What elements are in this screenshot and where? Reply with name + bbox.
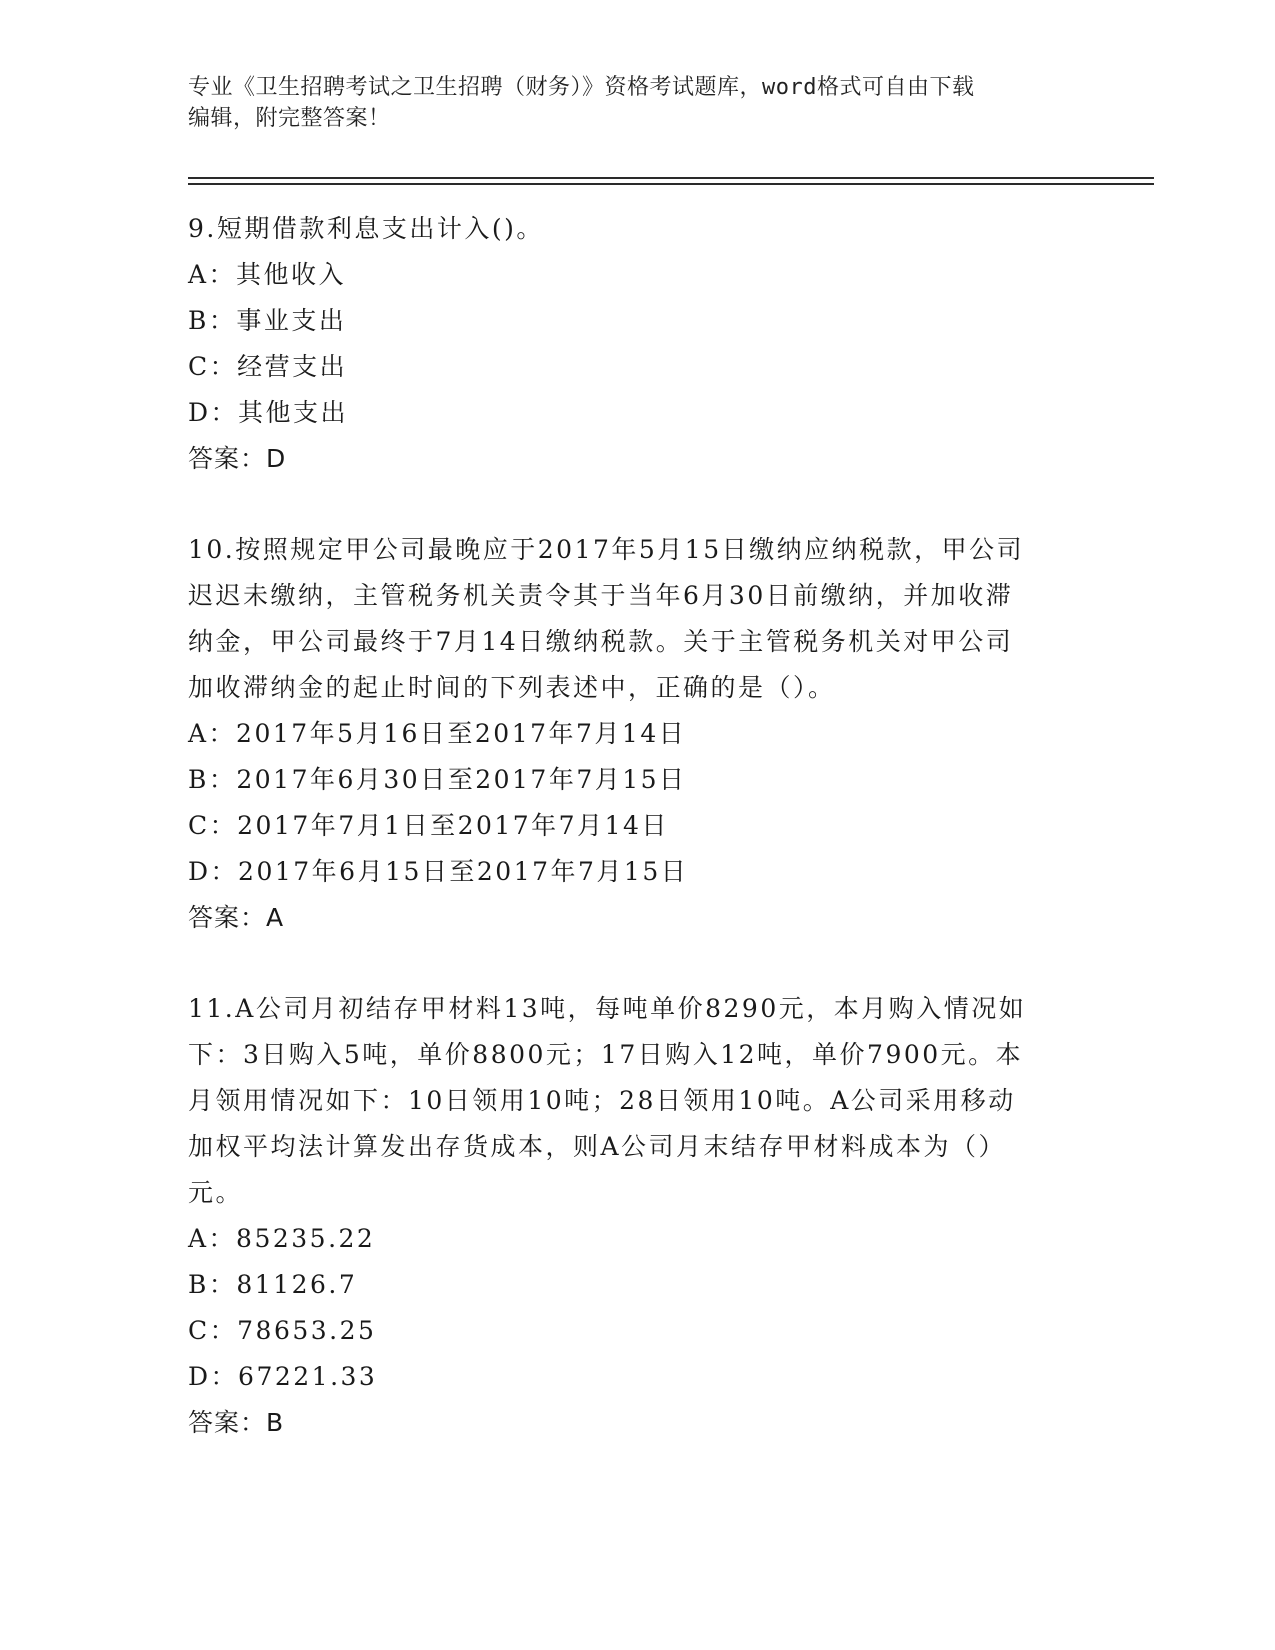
stem-line: 元。 [188,1178,244,1207]
stem-line: 迟迟未缴纳，主管税务机关责令其于当年6月30日前缴纳，并加收滞 [188,581,1014,610]
option-a: A：85235.22 [188,1224,376,1253]
document-header [188,72,1088,134]
question-list [188,206,1088,1491]
header-line-1: 专业《卫生招聘考试之卫生招聘（财务）》资格考试题库，word格式可自由下载 [188,75,975,100]
stem-line: 11.A公司月初结存甲材料13吨，每吨单价8290元，本月购入情况如 [188,994,1027,1023]
option-c: C：2017年7月1日至2017年7月14日 [188,811,669,840]
option-c: C：78653.25 [188,1316,377,1345]
option-d: D：67221.33 [188,1362,378,1391]
option-b: B：事业支出 [188,306,347,335]
question-11 [188,986,1088,1446]
option-b: B：2017年6月30日至2017年7月15日 [188,765,687,794]
option-b: B：81126.7 [188,1270,358,1299]
question-10 [188,527,1088,941]
question-stem [188,527,1088,711]
option-d: D：其他支出 [188,398,349,427]
stem-line: 月领用情况如下：10日领用10吨；28日领用10吨。A公司采用移动 [188,1086,1016,1115]
answer-line: 答案：A [188,903,285,932]
question-stem [188,206,1088,252]
option-d: D：2017年6月15日至2017年7月15日 [188,857,689,886]
stem-line: 纳金，甲公司最终于7月14日缴纳税款。关于主管税务机关对甲公司 [188,627,1014,656]
question-9 [188,206,1088,482]
stem-line: 9.短期借款利息支出计入()。 [188,214,544,243]
header-divider-top [188,177,1154,179]
option-a: A：2017年5月16日至2017年7月14日 [188,719,687,748]
stem-line: 加收滞纳金的起止时间的下列表述中，正确的是（）。 [188,673,836,702]
option-c: C：经营支出 [188,352,348,381]
header-line-2: 编辑，附完整答案！ [188,106,391,131]
option-a: A：其他收入 [188,260,347,289]
answer-line: 答案：D [188,444,287,473]
stem-line: 10.按照规定甲公司最晚应于2017年5月15日缴纳应纳税款，甲公司 [188,535,1025,564]
stem-line: 下：3日购入5吨，单价8800元；17日购入12吨，单价7900元。本 [188,1040,1024,1069]
header-divider-bottom [188,183,1154,185]
stem-line: 加权平均法计算发出存货成本，则A公司月末结存甲材料成本为（） [188,1132,1007,1161]
answer-line: 答案：B [188,1408,285,1437]
question-stem [188,986,1088,1216]
